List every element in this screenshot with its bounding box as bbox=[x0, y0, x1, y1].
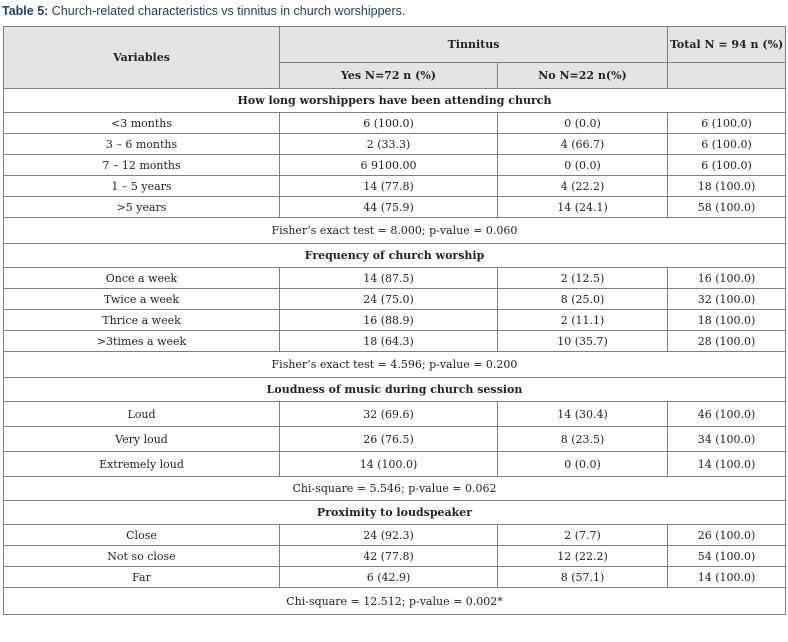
cell-total: 6 (100.0) bbox=[668, 155, 786, 176]
cell-variable: Very loud bbox=[4, 427, 280, 452]
cell-no: 14 (24.1) bbox=[498, 197, 668, 218]
cell-yes: 24 (92.3) bbox=[280, 525, 498, 546]
cell-yes: 6 (42.9) bbox=[280, 567, 498, 588]
cell-variable: 7 – 12 months bbox=[4, 155, 280, 176]
table-row bbox=[4, 331, 786, 352]
cell-no: 2 (7.7) bbox=[498, 525, 668, 546]
cell-yes: 16 (88.9) bbox=[280, 310, 498, 331]
cell-no: 12 (22.2) bbox=[498, 546, 668, 567]
table-row bbox=[4, 567, 786, 588]
cell-total: 6 (100.0) bbox=[668, 113, 786, 134]
cell-variable: Thrice a week bbox=[4, 310, 280, 331]
cell-no: 0 (0.0) bbox=[498, 155, 668, 176]
table-row bbox=[4, 155, 786, 176]
data-table bbox=[3, 26, 786, 615]
cell-total: 18 (100.0) bbox=[668, 310, 786, 331]
cell-total: 14 (100.0) bbox=[668, 452, 786, 477]
section-title-row bbox=[4, 378, 786, 402]
cell-total: 28 (100.0) bbox=[668, 331, 786, 352]
header-row bbox=[4, 27, 786, 63]
cell-no: 2 (11.1) bbox=[498, 310, 668, 331]
section-title-row bbox=[4, 244, 786, 268]
table-row bbox=[4, 427, 786, 452]
cell-variable: Close bbox=[4, 525, 280, 546]
cell-total: 58 (100.0) bbox=[668, 197, 786, 218]
stat-row bbox=[4, 218, 786, 244]
section-title: Proximity to loudspeaker bbox=[4, 501, 786, 525]
cell-total: 14 (100.0) bbox=[668, 567, 786, 588]
section-title-row bbox=[4, 89, 786, 113]
section-title-row bbox=[4, 501, 786, 525]
stat-result: Chi-square = 12.512; p-value = 0.002* bbox=[4, 588, 786, 615]
table-row bbox=[4, 176, 786, 197]
stat-result: Chi-square = 5.546; p-value = 0.062 bbox=[4, 477, 786, 501]
cell-yes: 6 9100.00 bbox=[280, 155, 498, 176]
section-title: How long worshippers have been attending church bbox=[4, 89, 786, 113]
cell-yes: 42 (77.8) bbox=[280, 546, 498, 567]
table-row bbox=[4, 452, 786, 477]
table-row bbox=[4, 310, 786, 331]
cell-total: 16 (100.0) bbox=[668, 268, 786, 289]
table-caption-text: Church-related characteristics vs tinnitus in church worshippers. bbox=[48, 4, 406, 18]
cell-yes: 2 (33.3) bbox=[280, 134, 498, 155]
table-row bbox=[4, 525, 786, 546]
table-caption-label: Table 5: bbox=[2, 4, 49, 18]
table-caption bbox=[2, 4, 782, 20]
table-row bbox=[4, 134, 786, 155]
header-tinnitus: Tinnitus bbox=[280, 27, 668, 63]
cell-no: 0 (0.0) bbox=[498, 452, 668, 477]
cell-yes: 14 (87.5) bbox=[280, 268, 498, 289]
cell-yes: 26 (76.5) bbox=[280, 427, 498, 452]
cell-total: 26 (100.0) bbox=[668, 525, 786, 546]
header-yes: Yes N=72 n (%) bbox=[280, 63, 498, 89]
cell-yes: 32 (69.6) bbox=[280, 402, 498, 427]
cell-no: 8 (57.1) bbox=[498, 567, 668, 588]
cell-yes: 24 (75.0) bbox=[280, 289, 498, 310]
table-row bbox=[4, 546, 786, 567]
cell-yes: 18 (64.3) bbox=[280, 331, 498, 352]
stat-row bbox=[4, 588, 786, 615]
cell-variable: <3 months bbox=[4, 113, 280, 134]
table-row bbox=[4, 113, 786, 134]
cell-no: 2 (12.5) bbox=[498, 268, 668, 289]
table-row bbox=[4, 268, 786, 289]
cell-yes: 6 (100.0) bbox=[280, 113, 498, 134]
cell-no: 8 (25.0) bbox=[498, 289, 668, 310]
cell-no: 0 (0.0) bbox=[498, 113, 668, 134]
table-row bbox=[4, 289, 786, 310]
table-row bbox=[4, 402, 786, 427]
cell-no: 4 (22.2) bbox=[498, 176, 668, 197]
header-total-blank bbox=[668, 63, 786, 89]
section-title: Frequency of church worship bbox=[4, 244, 786, 268]
cell-variable: Extremely loud bbox=[4, 452, 280, 477]
stat-result: Fisher’s exact test = 4.596; p-value = 0.200 bbox=[4, 352, 786, 378]
cell-no: 4 (66.7) bbox=[498, 134, 668, 155]
cell-total: 6 (100.0) bbox=[668, 134, 786, 155]
cell-variable: Not so close bbox=[4, 546, 280, 567]
section-title: Loudness of music during church session bbox=[4, 378, 786, 402]
stat-row bbox=[4, 352, 786, 378]
cell-total: 34 (100.0) bbox=[668, 427, 786, 452]
table-row bbox=[4, 197, 786, 218]
cell-no: 14 (30.4) bbox=[498, 402, 668, 427]
cell-total: 18 (100.0) bbox=[668, 176, 786, 197]
cell-total: 46 (100.0) bbox=[668, 402, 786, 427]
cell-variable: Once a week bbox=[4, 268, 280, 289]
header-no: No N=22 n(%) bbox=[498, 63, 668, 89]
cell-variable: Far bbox=[4, 567, 280, 588]
cell-variable: 3 – 6 months bbox=[4, 134, 280, 155]
cell-yes: 14 (100.0) bbox=[280, 452, 498, 477]
stat-result: Fisher’s exact test = 8.000; p-value = 0.060 bbox=[4, 218, 786, 244]
cell-total: 32 (100.0) bbox=[668, 289, 786, 310]
cell-total: 54 (100.0) bbox=[668, 546, 786, 567]
cell-no: 10 (35.7) bbox=[498, 331, 668, 352]
cell-variable: >3times a week bbox=[4, 331, 280, 352]
cell-yes: 14 (77.8) bbox=[280, 176, 498, 197]
stat-row bbox=[4, 477, 786, 501]
cell-no: 8 (23.5) bbox=[498, 427, 668, 452]
header-variables: Variables bbox=[4, 27, 280, 89]
cell-yes: 44 (75.9) bbox=[280, 197, 498, 218]
cell-variable: Twice a week bbox=[4, 289, 280, 310]
cell-variable: >5 years bbox=[4, 197, 280, 218]
cell-variable: Loud bbox=[4, 402, 280, 427]
cell-variable: 1 – 5 years bbox=[4, 176, 280, 197]
header-total: Total N = 94 n (%) bbox=[668, 27, 786, 63]
